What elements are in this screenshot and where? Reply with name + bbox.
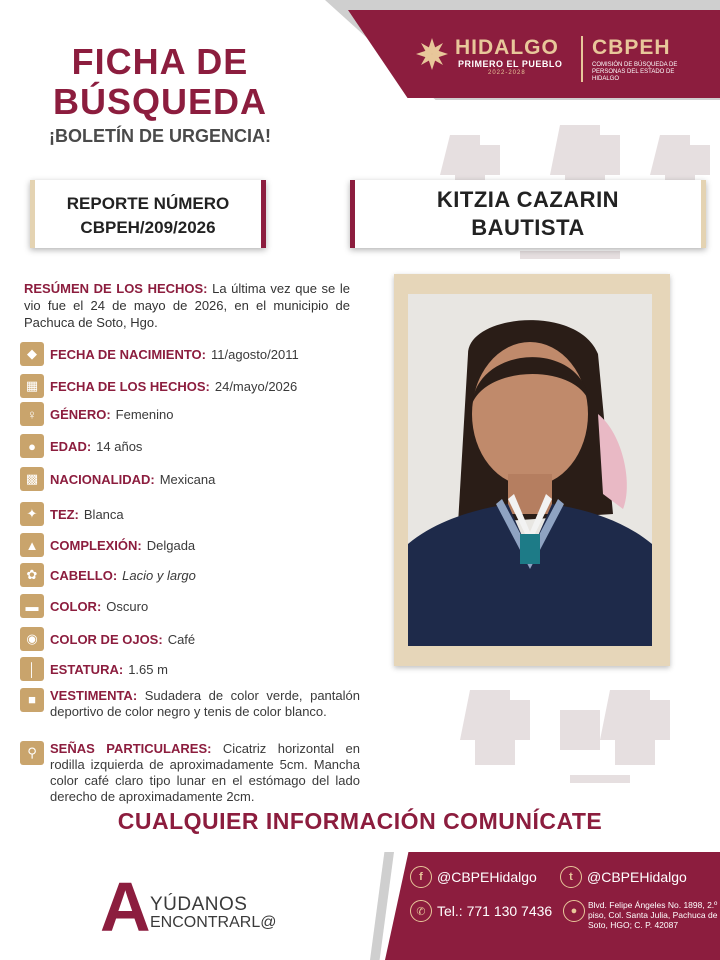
field-skin: ✦ TEZ: Blanca xyxy=(20,502,360,526)
hidalgo-years: 2022-2028 xyxy=(488,70,526,76)
embroidery-birds-bottom-decoration xyxy=(450,650,720,800)
facebook-link[interactable]: f @CBPEHidalgo xyxy=(410,866,537,888)
phone-icon: ✆ xyxy=(410,900,432,922)
shirt-icon: ■ xyxy=(20,688,44,712)
eye-icon: ◉ xyxy=(20,627,44,651)
birthday-cake-icon: ◆ xyxy=(20,342,44,366)
person-name-line2: BAUTISTA xyxy=(471,215,585,240)
summary-label: RESÚMEN DE LOS HECHOS: xyxy=(24,281,208,296)
missing-person-photo xyxy=(408,294,652,646)
summary-text: La última vez que se le vio fue el 24 de mayo de 2026, en el municipio de Pachuca de Soto, Hgo. xyxy=(24,281,350,330)
report-number-box xyxy=(30,180,266,248)
ruler-height-icon: │ xyxy=(20,657,44,681)
address-text: Blvd. Felipe Ángeles No. 1898, 2.º piso, Col. Santa Julia, Pachuca de Soto, HGO; C. P. 42087 xyxy=(588,900,718,930)
field-height: │ ESTATURA: 1.65 m xyxy=(20,657,360,681)
ayudanos-logo-letter: A xyxy=(100,868,151,946)
hidalgo-logo-text: HIDALGO xyxy=(455,36,559,59)
ayudanos-logo-line2: ENCONTRARL@ xyxy=(150,914,277,931)
body-build-icon: ▲ xyxy=(20,533,44,557)
hidalgo-slogan: PRIMERO EL PUEBLO xyxy=(458,59,563,69)
call-to-action: CUALQUIER INFORMACIÓN COMUNÍCATE xyxy=(117,808,603,834)
person-portrait-illustration xyxy=(408,294,652,646)
field-nationality: ▩ NACIONALIDAD: Mexicana xyxy=(20,467,360,491)
person-name-box xyxy=(350,180,706,248)
logo-divider xyxy=(581,36,583,82)
location-pin-icon: ● xyxy=(563,900,585,922)
twitter-icon: t xyxy=(560,866,582,888)
field-eye-color: ◉ COLOR DE OJOS: Café xyxy=(20,627,360,651)
field-hair-color: ▬ COLOR: Oscuro xyxy=(20,594,360,618)
ayudanos-logo-line1: YÚDANOS xyxy=(150,894,248,915)
hair-icon: ✿ xyxy=(20,563,44,587)
hand-skin-icon: ✦ xyxy=(20,502,44,526)
gender-symbol-icon: ♀ xyxy=(20,402,44,426)
field-build: ▲ COMPLEXIÓN: Delgada xyxy=(20,533,360,557)
cbpeh-subtitle: COMISIÓN DE BÚSQUEDA DE PERSONAS DEL ESTADO DE HIDALGO xyxy=(592,62,678,82)
facebook-icon: f xyxy=(410,866,432,888)
report-label: REPORTE NÚMERO xyxy=(66,194,230,213)
person-name-line1: KITZIA CAZARIN xyxy=(436,187,620,212)
field-birth-date: ◆ FECHA DE NACIMIENTO: 11/agosto/2011 xyxy=(20,342,360,366)
hidalgo-flower-icon xyxy=(414,36,450,72)
magnifier-icon: ⚲ xyxy=(20,741,44,765)
field-clothing: ■ VESTIMENTA: Sudadera de color verde, pantalón deportivo de color negro y tenis de color blanco. xyxy=(20,688,360,720)
twitter-link[interactable]: t @CBPEHidalgo xyxy=(560,866,687,888)
field-hair: ✿ CABELLO: Lacio y largo xyxy=(20,563,360,587)
page-title: FICHA DE BÚSQUEDA xyxy=(52,41,267,122)
field-gender: ♀ GÉNERO: Femenino xyxy=(20,402,360,426)
summary-paragraph xyxy=(24,280,350,331)
calendar-icon: ▦ xyxy=(20,374,44,398)
field-distinguishing-marks: ⚲ SEÑAS PARTICULARES: Cicatriz horizontal en rodilla izquierda de aproximadamente 5cm. Mancha color café claro tipo lunar en el estómago del lado derecho de aproximadamente 2cm. xyxy=(20,741,360,805)
hair-color-icon: ▬ xyxy=(20,594,44,618)
urgent-subtitle: ¡BOLETÍN DE URGENCIA! xyxy=(49,126,271,146)
id-card-icon: ▩ xyxy=(20,467,44,491)
report-number: CBPEH/209/2026 xyxy=(80,218,216,237)
people-age-icon: ● xyxy=(20,434,44,458)
field-age: ● EDAD: 14 años xyxy=(20,434,360,458)
phone-contact[interactable]: ✆ Tel.: 771 130 7436 xyxy=(410,900,552,922)
cbpeh-logo-text: CBPEH xyxy=(592,36,671,59)
field-event-date: ▦ FECHA DE LOS HECHOS: 24/mayo/2026 xyxy=(20,374,360,398)
